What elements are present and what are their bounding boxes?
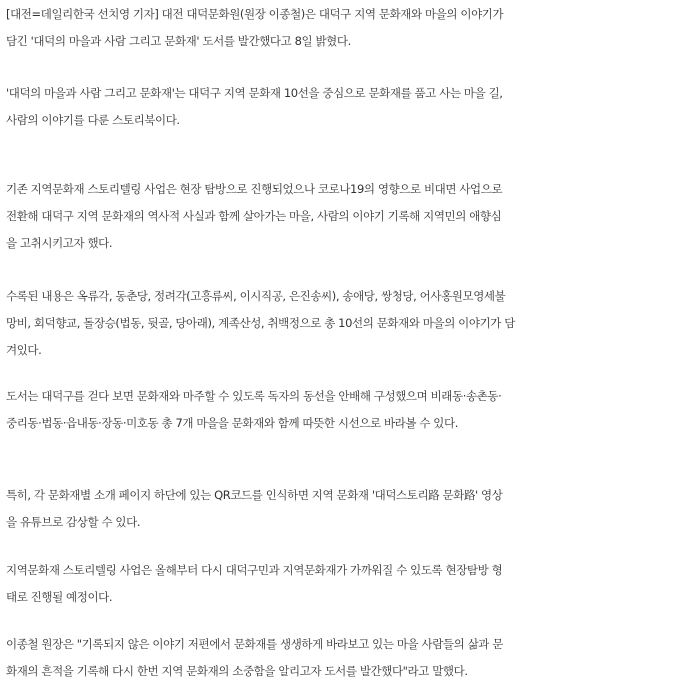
paragraph-line: 사람의 이야기를 다룬 스토리북이다. xyxy=(6,113,180,127)
paragraph-plans xyxy=(6,557,696,611)
paragraph-line: 이종철 원장은 "기록되지 않은 이야기 저편에서 문화재를 생생하게 바라보고 있는 마을 사람들의 삶과 문 xyxy=(6,637,503,651)
paragraph-line: 도서는 대덕구를 걷다 보면 문화재와 마주할 수 있도록 독자의 동선을 안배해 구성했으며 비래동·송촌동· xyxy=(6,389,502,403)
paragraph-line: 겨있다. xyxy=(6,343,42,357)
paragraph-line: 특히, 각 문화재별 소개 페이지 하단에 있는 QR코드를 인식하면 지역 문화재 '대덕스토리路 문화路' 영상 xyxy=(6,488,503,502)
paragraph-qr-code xyxy=(6,482,696,536)
paragraph-lead xyxy=(6,1,696,55)
paragraph-line: 망비, 회덕향교, 돌장승(법동, 뒷골, 당아래), 계족산성, 취백정으로 총 10선의 문화재와 마을의 이야기가 담 xyxy=(6,316,515,330)
paragraph-line: 담긴 '대덕의 마을과 사람 그리고 문화재' 도서를 발간했다고 8일 밝혔다. xyxy=(6,34,351,48)
paragraph-line: 지역문화재 스토리텔링 사업은 올해부터 다시 대덕구민과 지역문화재가 가까워질 수 있도록 현장탐방 형 xyxy=(6,563,503,577)
paragraph-line: 전환해 대덕구 지역 문화재의 역사적 사실과 함께 살아가는 마을, 사람의 이야기 기록해 지역민의 애향심 xyxy=(6,209,502,223)
paragraph-contents xyxy=(6,283,696,364)
paragraph-line: 수록된 내용은 옥류각, 동춘당, 정려각(고흥류씨, 이시직공, 은진송씨), 송애당, 쌍청당, 어사홍원모영세불 xyxy=(6,289,506,303)
paragraph-line: 을 고취시키고자 했다. xyxy=(6,236,113,250)
paragraph-line: [대전=데일리한국 선치영 기자] 대전 대덕문화원(원장 이종철)은 대덕구 지역 문화재와 마을의 이야기가 xyxy=(6,7,504,21)
paragraph-line: '대덕의 마을과 사람 그리고 문화재'는 대덕구 지역 문화재 10선을 중심으로 문화재를 품고 사는 마을 길, xyxy=(6,86,503,100)
paragraph-line: 기존 지역문화재 스토리텔링 사업은 현장 탐방으로 진행되었으나 코로나19의 영향으로 비대면 사업으로 xyxy=(6,182,503,196)
paragraph-book-intro xyxy=(6,80,696,134)
paragraph-background xyxy=(6,176,696,257)
paragraph-line: 을 유튜브로 감상할 수 있다. xyxy=(6,515,141,529)
paragraph-structure xyxy=(6,383,696,437)
paragraph-line: 태로 진행될 예정이다. xyxy=(6,590,113,604)
paragraph-line: 중리동·법동·읍내동·장동·미호동 총 7개 마을을 문화재와 함께 따뜻한 시선으로 바라볼 수 있다. xyxy=(6,416,458,430)
paragraph-quote xyxy=(6,631,696,685)
paragraph-line: 화재의 흔적을 기록해 다시 한번 지역 문화재의 소중함을 알리고자 도서를 발간했다"라고 말했다. xyxy=(6,664,468,678)
